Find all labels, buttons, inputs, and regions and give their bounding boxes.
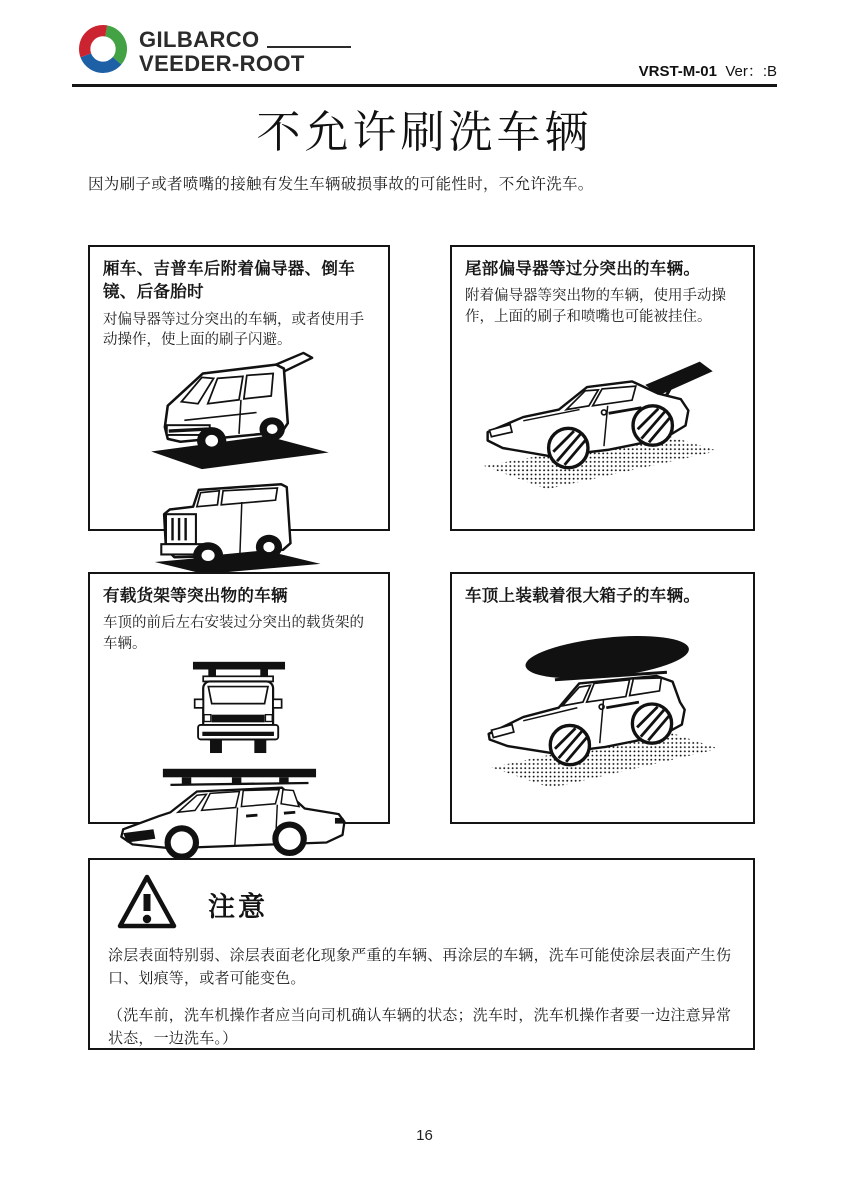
caution-heading: 注意 bbox=[208, 892, 268, 922]
box-body: 对偏导器等过分突出的车辆，或者使用手动操作，使上面的刷子闪避。 bbox=[103, 311, 364, 349]
doc-code: VRST-M-01 bbox=[638, 63, 717, 80]
info-box-van-jeep bbox=[88, 245, 390, 531]
box-title: 有载货架等突出物的车辆 bbox=[103, 587, 288, 605]
box-body: 车顶的前后左右安装过分突出的载货架的车辆。 bbox=[103, 615, 364, 652]
jeep-with-front-guard-illustration bbox=[149, 473, 329, 576]
page-number: 16 bbox=[416, 1127, 433, 1144]
intro-text: 因为刷子或者喷嘴的接触有发生车辆破损事故的可能性时，不允许洗车。 bbox=[88, 176, 594, 193]
minivan-with-rear-deflector-illustration bbox=[141, 351, 337, 473]
logo-underline bbox=[267, 46, 351, 48]
info-box-rear-deflector bbox=[450, 245, 755, 531]
sedan-side-view-long-roof-rack-illustration bbox=[113, 765, 365, 869]
logo-line2: VEEDER-ROOT bbox=[139, 50, 305, 76]
caution-paragraph-1: 涂层表面特别弱、涂层表面老化现象严重的车辆、再涂层的车辆，洗车可能使涂层表面产生伤口、划痕等，或者可能变色。 bbox=[108, 947, 732, 987]
logo-wordmark bbox=[139, 28, 351, 76]
header-logo bbox=[76, 22, 351, 81]
document-reference bbox=[639, 60, 777, 81]
caution-paragraph-2: （洗车前，洗车机操作者应当向司机确认车辆的状态；洗车时，洗车机操作者要一边注意异常状态，一边洗车。） bbox=[108, 1007, 732, 1047]
wagon-with-large-roof-box-illustration bbox=[465, 620, 741, 802]
gilbarco-swirl-logo-icon bbox=[76, 22, 130, 81]
page-title: 不允许刷洗车辆 bbox=[256, 108, 593, 157]
van-front-view-wide-roof-rack-illustration bbox=[191, 655, 287, 759]
sedan-with-large-rear-spoiler-illustration bbox=[467, 338, 739, 498]
box-title: 车顶上装载着很大箱子的车辆。 bbox=[465, 587, 701, 605]
box-body: 附着偏导器等突出物的车辆，使用手动操作，上面的刷子和喷嘴也可能被挂住。 bbox=[465, 288, 726, 325]
logo-line1: GILBARCO bbox=[139, 26, 260, 52]
box-title: 尾部偏导器等过分突出的车辆。 bbox=[465, 260, 701, 278]
doc-version: Ver：:B bbox=[725, 63, 777, 80]
info-box-roof-box bbox=[450, 572, 755, 824]
box-title: 厢车、吉普车后附着偏导器、倒车镜、后备胎时 bbox=[103, 260, 355, 302]
caution-box bbox=[88, 858, 755, 1050]
info-box-roof-rack bbox=[88, 572, 390, 824]
header-divider bbox=[72, 84, 777, 87]
warning-triangle-icon bbox=[116, 873, 178, 936]
